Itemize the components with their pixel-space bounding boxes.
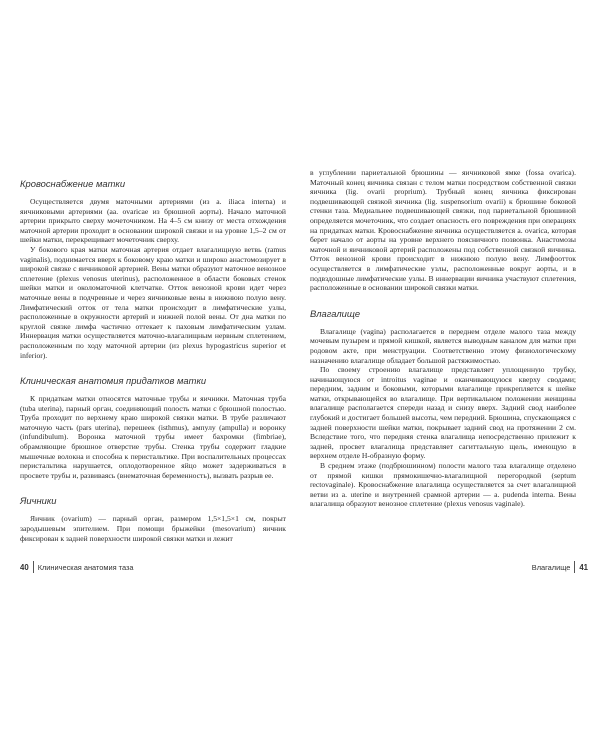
page-number-right: 41 — [579, 563, 588, 572]
section-heading-blood-supply: Кровоснабжение матки — [20, 178, 126, 189]
paragraph: К придаткам матки относятся маточные трубы и яичники. Маточная труба (tuba uterina), парный орган, соединяющий полость матки с брюшной полостью. Труба проходит по верхнему краю широкой связки матки. В трубе различают маточную часть (pars uterina), перешеек (isthmus), ампулу (ampulla) и воронку (infundibulum). Воронка маточной трубы имеет бахромки (fimbriae), обрамляющие брюшное отверстие трубы. Стенка трубы содержит гладкие мышечные волокна и способна к перистальтике. При воспалительных процессах перистальтика нарушается, оплодотворенное яйцо может задерживаться в просвете трубы и, развиваясь (внематочная беременность), вызвать разрыв ее. — [20, 394, 286, 480]
footer-divider — [574, 561, 575, 573]
left-column — [20, 178, 286, 543]
paragraph: в углублении париетальной брюшины — яичниковой ямке (fossa ovarica). Маточный конец яичника связан с телом матки посредством собственной связки яичника (lig. ovarii proprium). Трубный конец яичника фиксирован подвешивающей связкой яичника (lig. suspensorium ovarii) к брюшине боковой стенки таза. Медиальнее подвешивающей связки, под париетальной брюшиной определяется мочеточник, что создает опасность его повреждения при операциях на придатках матки. Кровоснабжение яичника осуществляется a. ovarica, которая берет начало от аорты на уровне верхнего поясничного позвонка. Анастомозы маточной и яичниковой артерий расположены под собственной связкой яичника. Отток венозной крови происходит в нижнюю полую вену. Лимфоотток осуществляется в лимфатические узлы, расположенные вокруг аорты, и в подвздошные лимфатические узлы. В иннервации яичника участвуют сплетения, расположенные в основании широкой связки матки. — [310, 168, 576, 293]
section-heading-ovaries: Яичники — [20, 495, 57, 507]
paragraph: Осуществляется двумя маточными артериями (из a. iliaca interna) и яичниковыми артериями (aa. ovaricae из брюшной аорты). Начало маточной артерии прикрыто сверху мочеточником. На 4–5 см книзу от места отхождения маточной артерии проходит в основании широкой связки и на уровне 1,5–2 см от шейки матки, перекрещивает мочеточник сверху. — [20, 197, 286, 245]
footer-divider — [33, 561, 34, 573]
paragraph: Яичник (ovarium) — парный орган, размером 1,5×1,5×1 см, покрыт зародышевым эпителием. При помощи брыжейки (mesovarium) яичник фиксирован к задней поверхности широкой связки матки и лежит — [20, 514, 286, 543]
section-heading-appendages: Клиническая анатомия придатков матки — [20, 375, 207, 387]
right-column — [310, 168, 576, 509]
paragraph: По своему строению влагалище представляет уплощенную трубку, начинающуюся от introitus vaginae и оканчивающуюся кверху сводами; передним, задним и боковыми, которыми влагалище прикрепляется к шейке матки, открывающейся во влагалище. При вертикальном положении женщины влагалище располагается спереди назад и снизу вверх. Задний свод наиболее глубокий и достигает большей высоты, чем передний. Брюшина, спускающаяся с задней поверхности шейки матки, покрывает задний свод на протяжении 2 см. Вследствие того, что передняя стенка влагалища непосредственно прилежит к задней, просвет влагалища представляет сагиттальную щель, имеющую в верхнем отделе Н-образную форму. — [310, 365, 576, 461]
page-number-left: 40 — [20, 563, 29, 572]
footer-right — [532, 561, 588, 573]
section-heading-vagina: Влагалище — [310, 307, 361, 319]
paragraph: В среднем этаже (подбрюшинном) полости малого таза влагалище отделено от прямой кишки прямокишечно-влагалищной перегородкой (septum rectovaginale). Кровоснабжение влагалища осуществляется за счет влагалищной ветви из a. uterine и внутренней срамной артерии — a. pudenda interna. Вены влагалища образуют венозное сплетение (plexus venosus vaginale). — [310, 461, 576, 509]
running-title-left: Клиническая анатомия таза — [37, 563, 134, 572]
running-title-right: Влагалище — [531, 563, 571, 572]
paragraph: Влагалище (vagina) располагается в переднем отделе малого таза между мочевым пузырем и прямой кишкой, является выводным каналом для матки при родовом акте, при менструации. Соответственно этому физиологическому назначению влагалище обладает большой растяжимостью. — [310, 326, 576, 365]
paragraph: У бокового края матки маточная артерия отдает влагалищную ветвь (ramus vaginalis), поднимается вверх к боковому краю матки и широко анастомозирует в широкой связке с яичниковой артерией. Вены матки образуют маточное венозное сплетение (plexus venosus uterinus), расположенное в области боковых стенок шейки матки и околоматочной клетчатке. Отток венозной крови идет через маточные вены в подчревные и через яичниковые вены в нижнюю полую вену. Лимфатический отток от тела матки происходит в лимфатические узлы, расположенные в окружности артерий и нижней полой вены. От дна матки по круглой связке лимфа частично оттекает к паховым лимфатическим узлам. Иннервация матки осуществляется маточно-влагалищным нервным сплетением, расположенным по ходу маточной артерии (из plexus hypogastricus superior et inferior). — [20, 244, 286, 360]
footer-left — [20, 561, 134, 573]
